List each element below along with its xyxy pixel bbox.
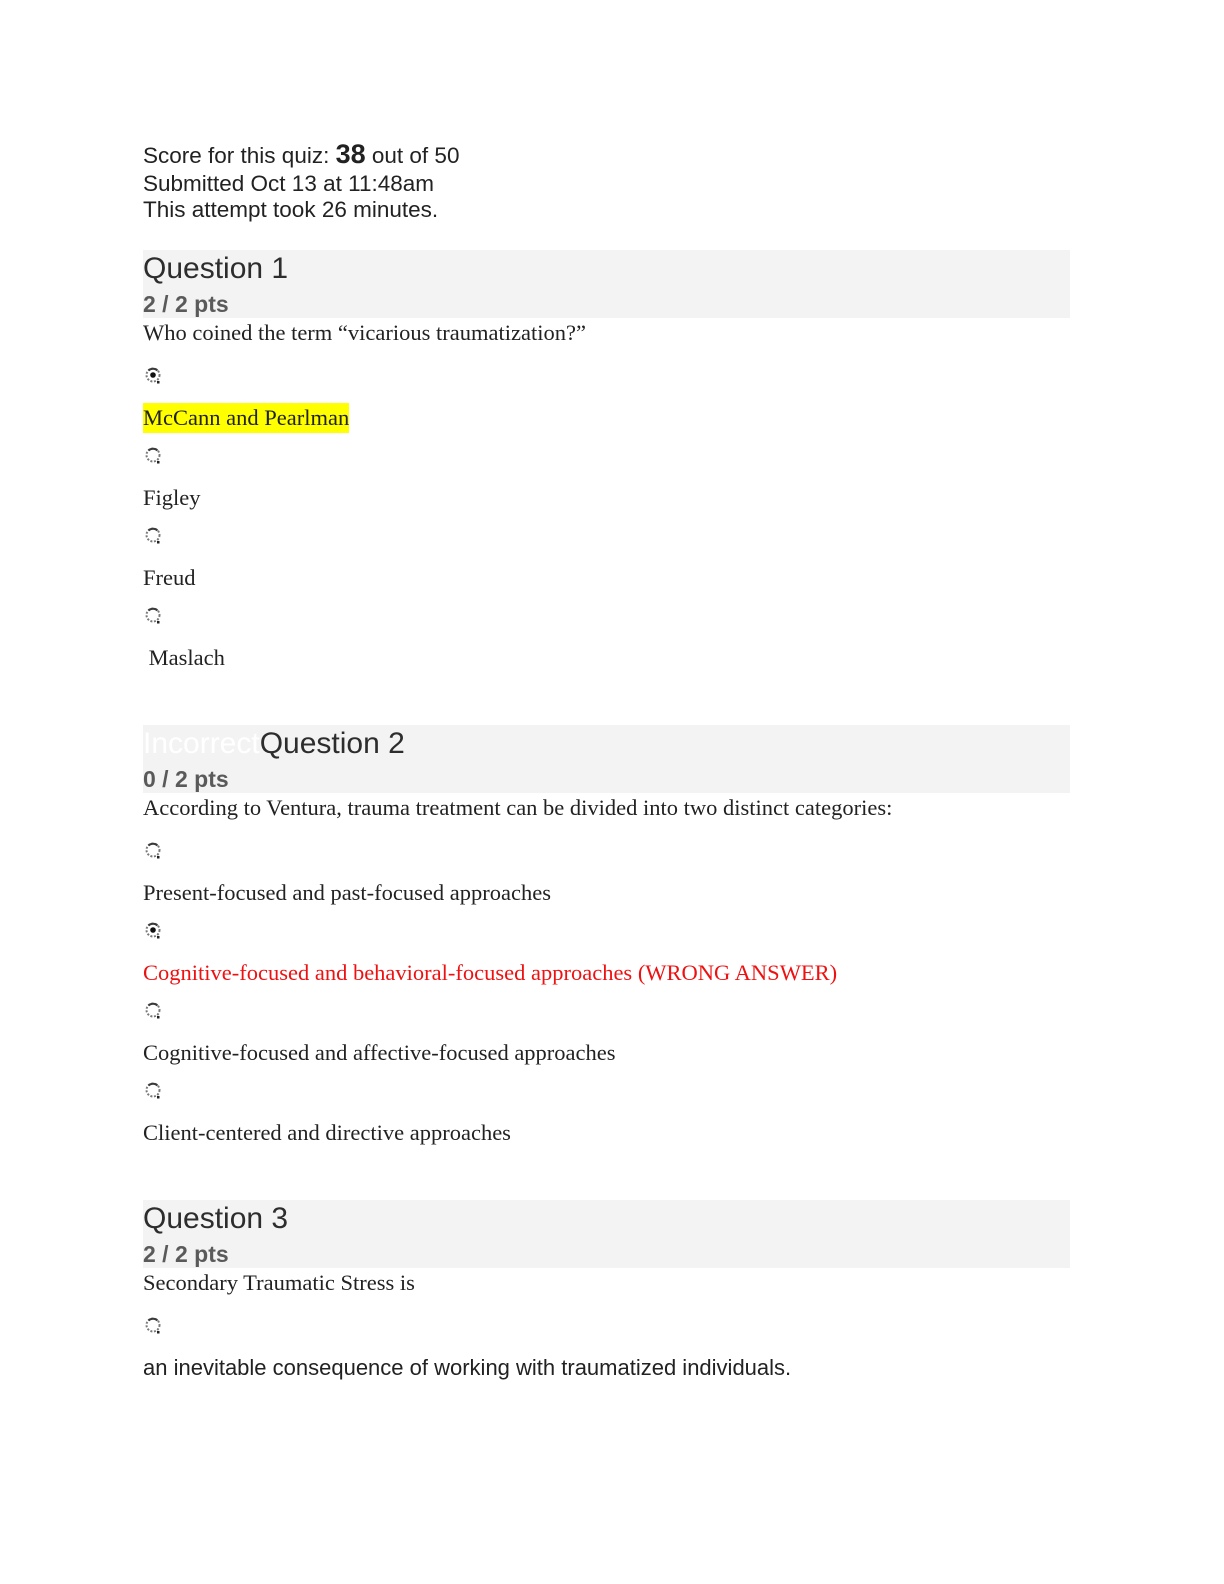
answer-option[interactable] [143,841,1070,921]
submitted-line: Submitted Oct 13 at 11:48am [143,171,434,196]
question-2 [143,725,1070,1161]
radio-unselected-icon[interactable] [144,1081,164,1101]
radio-unselected-icon[interactable] [144,1316,164,1336]
question-text: Who coined the term “vicarious traumatization?” [143,320,586,345]
answer-option[interactable] [143,606,1070,686]
radio-unselected-icon[interactable] [144,526,164,546]
answer-option[interactable] [143,1081,1070,1161]
answer-label: Freud [143,565,196,590]
score-line [143,140,1070,170]
incorrect-tag: Incorrect [143,727,260,760]
answer-option[interactable] [143,1316,1070,1396]
question-points: 0 / 2 pts [143,766,229,792]
answer-option[interactable] [143,446,1070,526]
answer-option[interactable] [143,1001,1070,1081]
question-1 [143,250,1070,686]
question-title-text: Question 3 [143,1202,289,1235]
question-header [143,725,1070,793]
radio-selected-icon[interactable] [144,366,164,386]
answer-label: Figley [143,485,201,510]
question-title-text: Question 2 [259,727,405,760]
question-points: 2 / 2 pts [143,291,229,317]
quiz-results-page [143,140,1070,1396]
answer-label: Present-focused and past-focused approaches [143,880,551,905]
answer-label: Maslach [143,645,225,670]
answer-list [143,841,1070,1161]
duration-line: This attempt took 26 minutes. [143,197,439,222]
question-text: Secondary Traumatic Stress is [143,1270,415,1295]
answer-label: McCann and Pearlman [143,403,349,433]
answer-option[interactable] [143,366,1070,446]
question-title [143,251,288,287]
radio-selected-icon[interactable] [144,921,164,941]
score-value: 38 [335,139,366,169]
answer-option[interactable] [143,921,1070,1001]
question-header [143,250,1070,318]
quiz-summary [143,140,1070,224]
score-suffix: out of 50 [365,143,460,168]
answer-option[interactable] [143,526,1070,606]
radio-unselected-icon[interactable] [144,841,164,861]
radio-unselected-icon[interactable] [144,1001,164,1021]
answer-label: an inevitable consequence of working with traumatized individuals. [143,1355,792,1380]
answer-label: Client-centered and directive approaches [143,1120,511,1145]
question-text: According to Ventura, trauma treatment can be divided into two distinct categories: [143,795,893,820]
radio-unselected-icon[interactable] [144,606,164,626]
question-title [143,726,405,762]
answer-label: Cognitive-focused and behavioral-focused approaches (WRONG ANSWER) [143,960,838,985]
answer-list [143,366,1070,686]
question-header [143,1200,1070,1268]
answer-list [143,1316,1070,1396]
question-title-text: Question 1 [143,252,289,285]
question-title [143,1201,288,1237]
score-prefix: Score for this quiz: [143,143,336,168]
answer-label: Cognitive-focused and affective-focused approaches [143,1040,616,1065]
question-points: 2 / 2 pts [143,1241,229,1267]
question-3 [143,1200,1070,1396]
radio-unselected-icon[interactable] [144,446,164,466]
